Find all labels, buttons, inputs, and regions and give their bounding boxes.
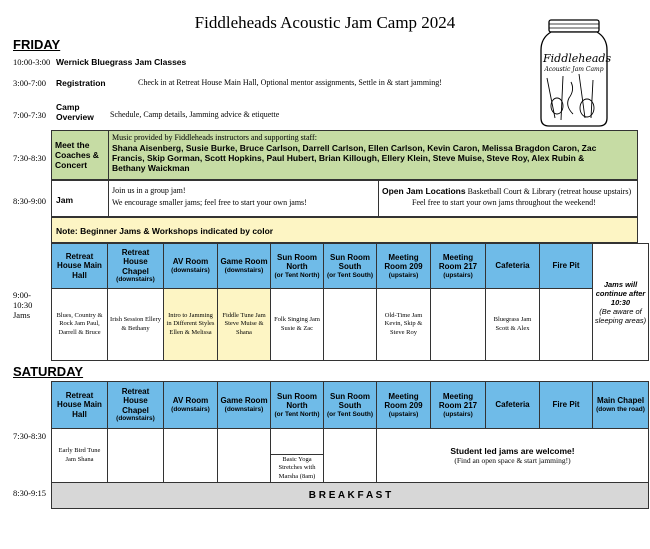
coaches-label: Meet the Coaches & Concert	[55, 140, 99, 170]
logo-title: Fiddleheads	[543, 52, 612, 65]
room-header: Retreat House Main Hall	[52, 244, 108, 289]
saturday-jam-grid	[51, 381, 649, 509]
jam-cell: Blues, Country & Rock Jam Paul, Darrell & Bruce	[52, 289, 108, 361]
jam-block	[51, 180, 638, 217]
room-header: Game Room (downstairs)	[218, 382, 271, 429]
jam-cell	[271, 429, 324, 483]
jam-line1: Join us in a group jam!	[112, 186, 186, 195]
jam-cell-beginner: Intro to Jamming in Different Styles Ellen & Melissa	[164, 289, 218, 361]
page-title: Fiddleheads Acoustic Jam Camp 2024	[194, 13, 456, 32]
room-header: Meeting Room 209 (upstairs)	[377, 382, 431, 429]
jam-cell	[431, 289, 486, 361]
room-header: Cafeteria	[486, 244, 540, 289]
room-header: Retreat House Main Hall	[52, 382, 108, 429]
room-header: AV Room (downstairs)	[164, 244, 218, 289]
row-label: Camp Overview	[56, 102, 94, 122]
jam-cell	[164, 429, 218, 483]
room-header: Sun Room South (or Tent South)	[324, 382, 377, 429]
room-header: Meeting Room 217 (upstairs)	[431, 382, 486, 429]
jam-cell: Bluegrass Jam Scott & Alex	[486, 289, 540, 361]
jam-line2: We encourage smaller jams; feel free to start your own jams!	[112, 198, 307, 207]
room-header: Meeting Room 217 (upstairs)	[431, 244, 486, 289]
yoga-session: Basic Yoga Stretches with Marsha (8am)	[271, 454, 323, 483]
row-label: Wernick Bluegrass Jam Classes	[56, 57, 187, 67]
friday-heading: FRIDAY	[13, 37, 61, 52]
time-label: 8:30-9:15	[13, 488, 47, 498]
row-text: Schedule, Camp details, Jamming advice & etiquette	[110, 110, 280, 119]
time-label: 7:30-8:30	[13, 431, 47, 441]
jam-cell: Irish Session Ellery & Bethany	[108, 289, 164, 361]
coaches-intro: Music provided by Fiddleheads instructors and supporting staff:	[112, 133, 317, 142]
breakfast-bar: B R E A K F A S T	[52, 483, 649, 509]
room-header: Game Room (downstairs)	[218, 244, 271, 289]
time-label: 3:00-7:00	[13, 78, 47, 88]
jam-cell	[540, 289, 593, 361]
coaches-block	[51, 130, 638, 180]
jam-cell	[324, 289, 377, 361]
jam-cell: Folk Singing Jam Susie & Zac	[271, 289, 324, 361]
room-header: Cafeteria	[486, 382, 540, 429]
row-text: Check in at Retreat House Main Hall, Optional mentor assignments, Settle in & start jamming!	[138, 78, 442, 87]
saturday-heading: SATURDAY	[13, 364, 84, 379]
jam-label: Jam	[56, 195, 74, 205]
beginner-note	[51, 217, 638, 243]
room-header: Sun Room South (or Tent South)	[324, 244, 377, 289]
room-header: Meeting Room 209 (upstairs)	[377, 244, 431, 289]
jam-cell	[108, 429, 164, 483]
beginner-note-text: Note: Beginner Jams & Workshops indicated by color	[56, 226, 274, 236]
jam-cell: Early Bird Tune Jam Shana	[52, 429, 108, 483]
mason-jar-logo	[535, 18, 613, 128]
room-header: Fire Pit	[540, 244, 593, 289]
jam-cell	[218, 429, 271, 483]
room-header: Fire Pit	[540, 382, 593, 429]
jam-cell-beginner: Fiddle Tune Jam Steve Muise & Shana	[218, 289, 271, 361]
jam-cell: Old-Time Jam Kevin, Skip & Steve Roy	[377, 289, 431, 361]
room-header: Retreat House Chapel (downstairs)	[108, 244, 164, 289]
row-label: Registration	[56, 78, 106, 88]
room-header: Sun Room North (or Tent North)	[271, 244, 324, 289]
time-label: 7:30-8:30	[13, 153, 47, 163]
coaches-names: Shana Aisenberg, Susie Burke, Bruce Carlson, Darrell Carlson, Ellen Carlson, Kevin Caron, Melissa Bragdon Caron, Zac Francis, Skip Gorman, Scott Hopkins, Paul Hubert, Brian Killough, Ellery Klein, Steve Muise, Steve Roy, Alex Rubin & Bethany Waickman	[112, 143, 597, 173]
student-led-note: Student led jams are welcome! (Find an open space & start jamming!)	[377, 429, 649, 483]
open-jam-line1: Basketball Court & Library (retreat house upstairs)	[467, 187, 632, 196]
logo-subtitle: Acoustic Jam Camp	[544, 66, 604, 73]
open-jam-label: Open Jam Locations	[382, 186, 466, 196]
continue-note: Jams will continue after 10:30 (Be aware of sleeping areas)	[593, 244, 649, 361]
room-header: Retreat House Chapel (downstairs)	[108, 382, 164, 429]
room-header: Main Chapel (down the road)	[593, 382, 649, 429]
room-header: AV Room (downstairs)	[164, 382, 218, 429]
time-label: 10:00-3:00	[13, 57, 51, 67]
time-label: 9:00-10:30 Jams	[13, 290, 33, 320]
time-label: 8:30-9:00	[13, 196, 47, 206]
open-jam-line2: Feel free to start your own jams throughout the weekend!	[412, 198, 596, 207]
room-header: Sun Room North (or Tent North)	[271, 382, 324, 429]
friday-jam-grid	[51, 243, 649, 361]
time-label: 7:00-7:30	[13, 110, 47, 120]
mason-jar-icon	[535, 18, 613, 128]
jam-cell	[324, 429, 377, 483]
